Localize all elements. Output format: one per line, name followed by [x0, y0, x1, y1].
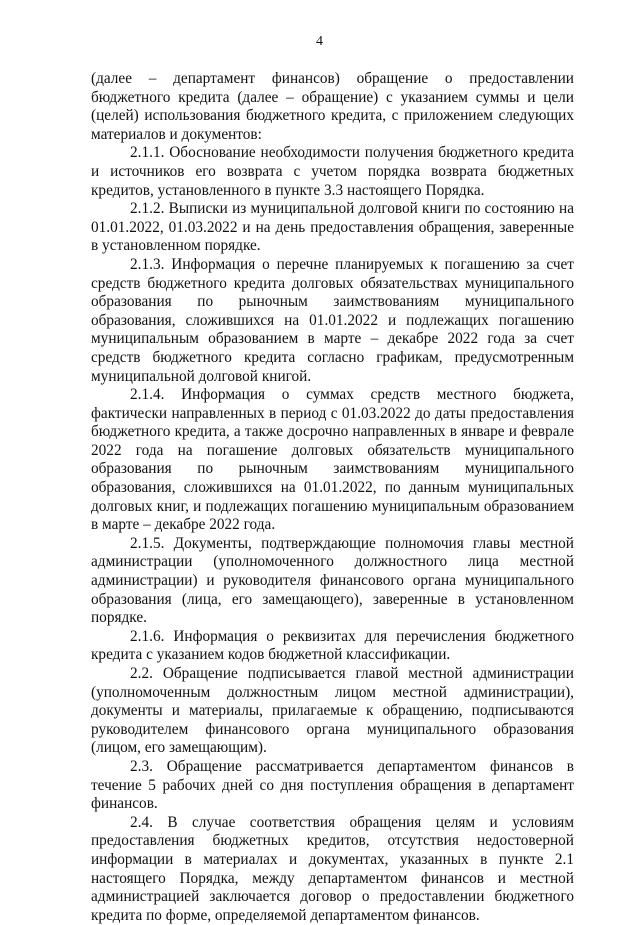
page-number: 4 — [316, 34, 323, 49]
paragraph: 2.1.5. Документы, подтверждающие полномочия главы местной администрации (уполномоченного должностного лица местной администрации) и руководителя финансового органа муниципального образования (лица, его замещающего), заверенные в установленном порядке. — [91, 534, 574, 627]
paragraph: 2.1.1. Обоснование необходимости получения бюджетного кредита и источников его возврата с учетом порядка возврата бюджетных кредитов, установленного в пункте 3.3 настоящего Порядка. — [91, 144, 574, 199]
paragraph: 2.2. Обращение подписывается главой местной администрации (уполномоченным должностным лицом местной администрации), документы и материалы, прилагаемые к обращению, подписываются руководителем финансового органа муниципального образования (лицом, его замещающим). — [91, 665, 574, 757]
paragraph: (далее – департамент финансов) обращение о предоставлении бюджетного кредита (далее – обращение) с указанием суммы и цели (целей) использования бюджетного кредита, с приложением следующих материалов и документов: — [91, 70, 574, 143]
paragraph: 2.1.6. Информация о реквизитах для перечисления бюджетного кредита с указанием кодов бюджетной классификации. — [91, 627, 574, 664]
paragraph: 2.1.3. Информация о перечне планируемых к погашению за счет средств бюджетного кредита долговых обязательствах муниципального образования по рыночным заимствованиям муниципального образования, сложившихся на 01.01.2022 и подлежащих погашению муниципальным образованием в марте – декабре 2022 года за счет средств бюджетного кредита согласно графикам, предусмотренным муниципальной долговой книгой. — [91, 255, 574, 385]
paragraph: 2.1.2. Выписки из муниципальной долговой книги по состоянию на 01.01.2022, 01.03.2022 и на день предоставления обращения, заверенные в установленном порядке. — [91, 200, 574, 255]
paragraph: 2.1.4. Информация о суммах средств местного бюджета, фактически направленных в период с 01.03.2022 до даты предоставления бюджетного кредита, а также досрочно направленных в январе и феврале 2022 года на погашение долговых обязательств муниципального образования по рыночным заимствованиям муниципального образования, сложившихся на 01.01.2022, по данным муниципальных долговых книг, и подлежащих погашению муниципальным образованием в марте – декабре 2022 года. — [91, 386, 574, 534]
paragraph: 2.4. В случае соответствия обращения целям и условиям предоставления бюджетных кредитов, отсутствия недостоверной информации в материалах и документах, указанных в пункте 2.1 настоящего Порядка, между департаментом финансов и местной администрацией заключается договор о предоставлении бюджетного кредита по форме, определяемой департаментом финансов. — [91, 813, 574, 924]
paragraph: 2.3. Обращение рассматривается департаментом финансов в течение 5 рабочих дней со дня поступления обращения в департамент финансов. — [91, 757, 574, 813]
document-body — [91, 70, 574, 925]
